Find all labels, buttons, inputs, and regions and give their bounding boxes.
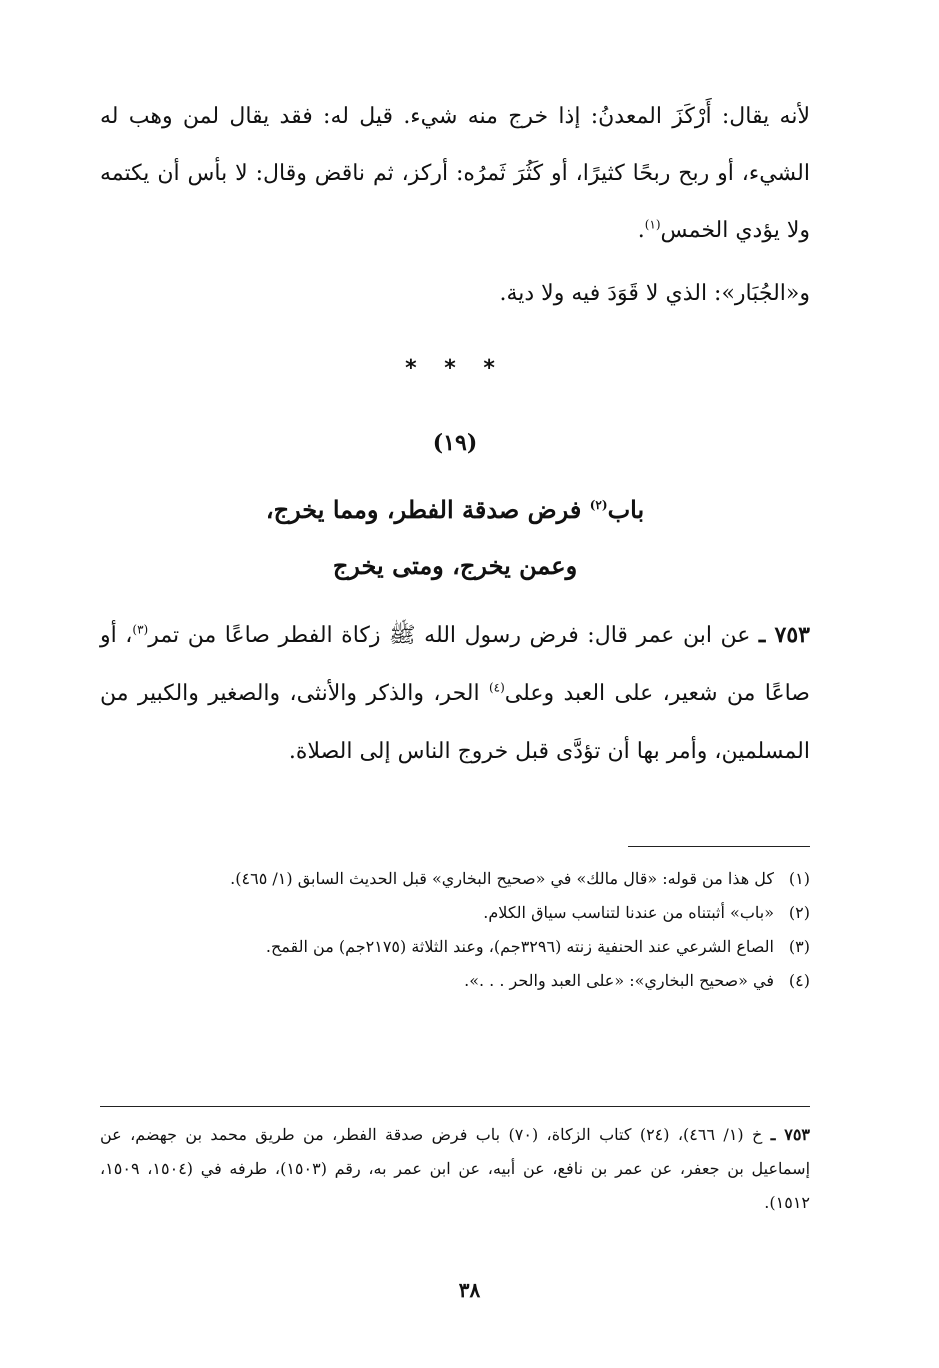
footnotes-list (100, 862, 810, 998)
section-separator: * * * (405, 356, 505, 381)
chapter-title (100, 482, 810, 594)
footnote-number: (٣) (788, 937, 810, 956)
chapter-title-line2: وعمن يخرج، ومتى يخرج (332, 551, 578, 580)
jubbar-definition: و«الجُبَار»: الذي لا قَوَدَ فيه ولا دية. (499, 281, 810, 306)
footnote-ref-4: (٤) (488, 680, 505, 695)
intro-paragraph (100, 88, 810, 259)
footnote-item (100, 862, 810, 896)
footnote-item (100, 896, 810, 930)
page-number: ٣٨ (458, 1278, 481, 1302)
hadith-number: ٧٥٣ ـ (758, 622, 810, 648)
footnote-ref-2: (٢) (589, 498, 608, 512)
source-citation (100, 1118, 810, 1220)
footnote-text: كل هذا من قوله: «قال مالك» في «صحيح البخاري» قبل الحديث السابق (١/ ٤٦٥). (230, 869, 774, 888)
footnote-ref-3: (٣) (132, 622, 149, 637)
footnote-item (100, 964, 810, 998)
footnote-number: (٤) (788, 971, 810, 990)
footnote-item (100, 930, 810, 964)
hadith-text-c: الحر، والذكر والأنثى، والصغير والكبير من المسلمين، وأمر بها أن تؤدَّى قبل خروج الناس إلى الصلاة. (100, 681, 810, 764)
footnote-number: (١) (788, 869, 810, 888)
hadith-text-b: ، أو صاعًا من شعير، على العبد وعلى (100, 623, 810, 706)
intro-text: لأنه يقال: أَرْكَزَ المعدنُ: إذا خرج منه شيء. قيل له: فقد يقال لمن وهب له الشيء، أو ربح ربحًا كثيرًا، أو كَثُرَ ثَمرُه: أركز، ثم ناقض وقال: لا بأس أن يكتمه ولا يؤدي الخمس (100, 104, 810, 243)
footnote-text: في «صحيح البخاري»: «على العبد والحر . . .». (464, 971, 774, 990)
footnote-text: «باب» أثبتناه من عندنا لتناسب سياق الكلام. (483, 903, 774, 922)
footnote-number: (٢) (788, 903, 810, 922)
source-number: ٧٥٣ ـ (770, 1125, 811, 1144)
hadith-text-a: عن ابن عمر قال: فرض رسول الله ﷺ زكاة الفطر صاعًا من تمر (148, 623, 759, 648)
chapter-number: (١٩) (432, 430, 478, 456)
footnote-ref-1: (١) (644, 217, 661, 232)
source-text: خ (١/ ٤٦٦)، (٢٤) كتاب الزكاة، (٧٠) باب فرض صدقة الفطر، من طريق محمد بن جهضم، عن إسماعيل بن جعفر، عن عمر بن نافع، عن أبيه، عن ابن عمر به، رقم (١٥٠٣)، طرفه في (١٥٠٤، ١٥٠٩، ١٥١٢). (100, 1125, 811, 1212)
chapter-title-rest: فرض صدقة الفطر، ومما يخرج، (265, 495, 590, 524)
chapter-title-word: باب (607, 495, 645, 524)
footnote-text: الصاع الشرعي عند الحنفية زنته (٣٢٩٦جم)، وعند الثلاثة (٢١٧٥جم) من القمح. (265, 937, 774, 956)
hadith-paragraph (100, 606, 810, 781)
footnote-divider (628, 846, 810, 847)
intro-text-end: . (637, 218, 645, 243)
source-divider (100, 1106, 810, 1107)
